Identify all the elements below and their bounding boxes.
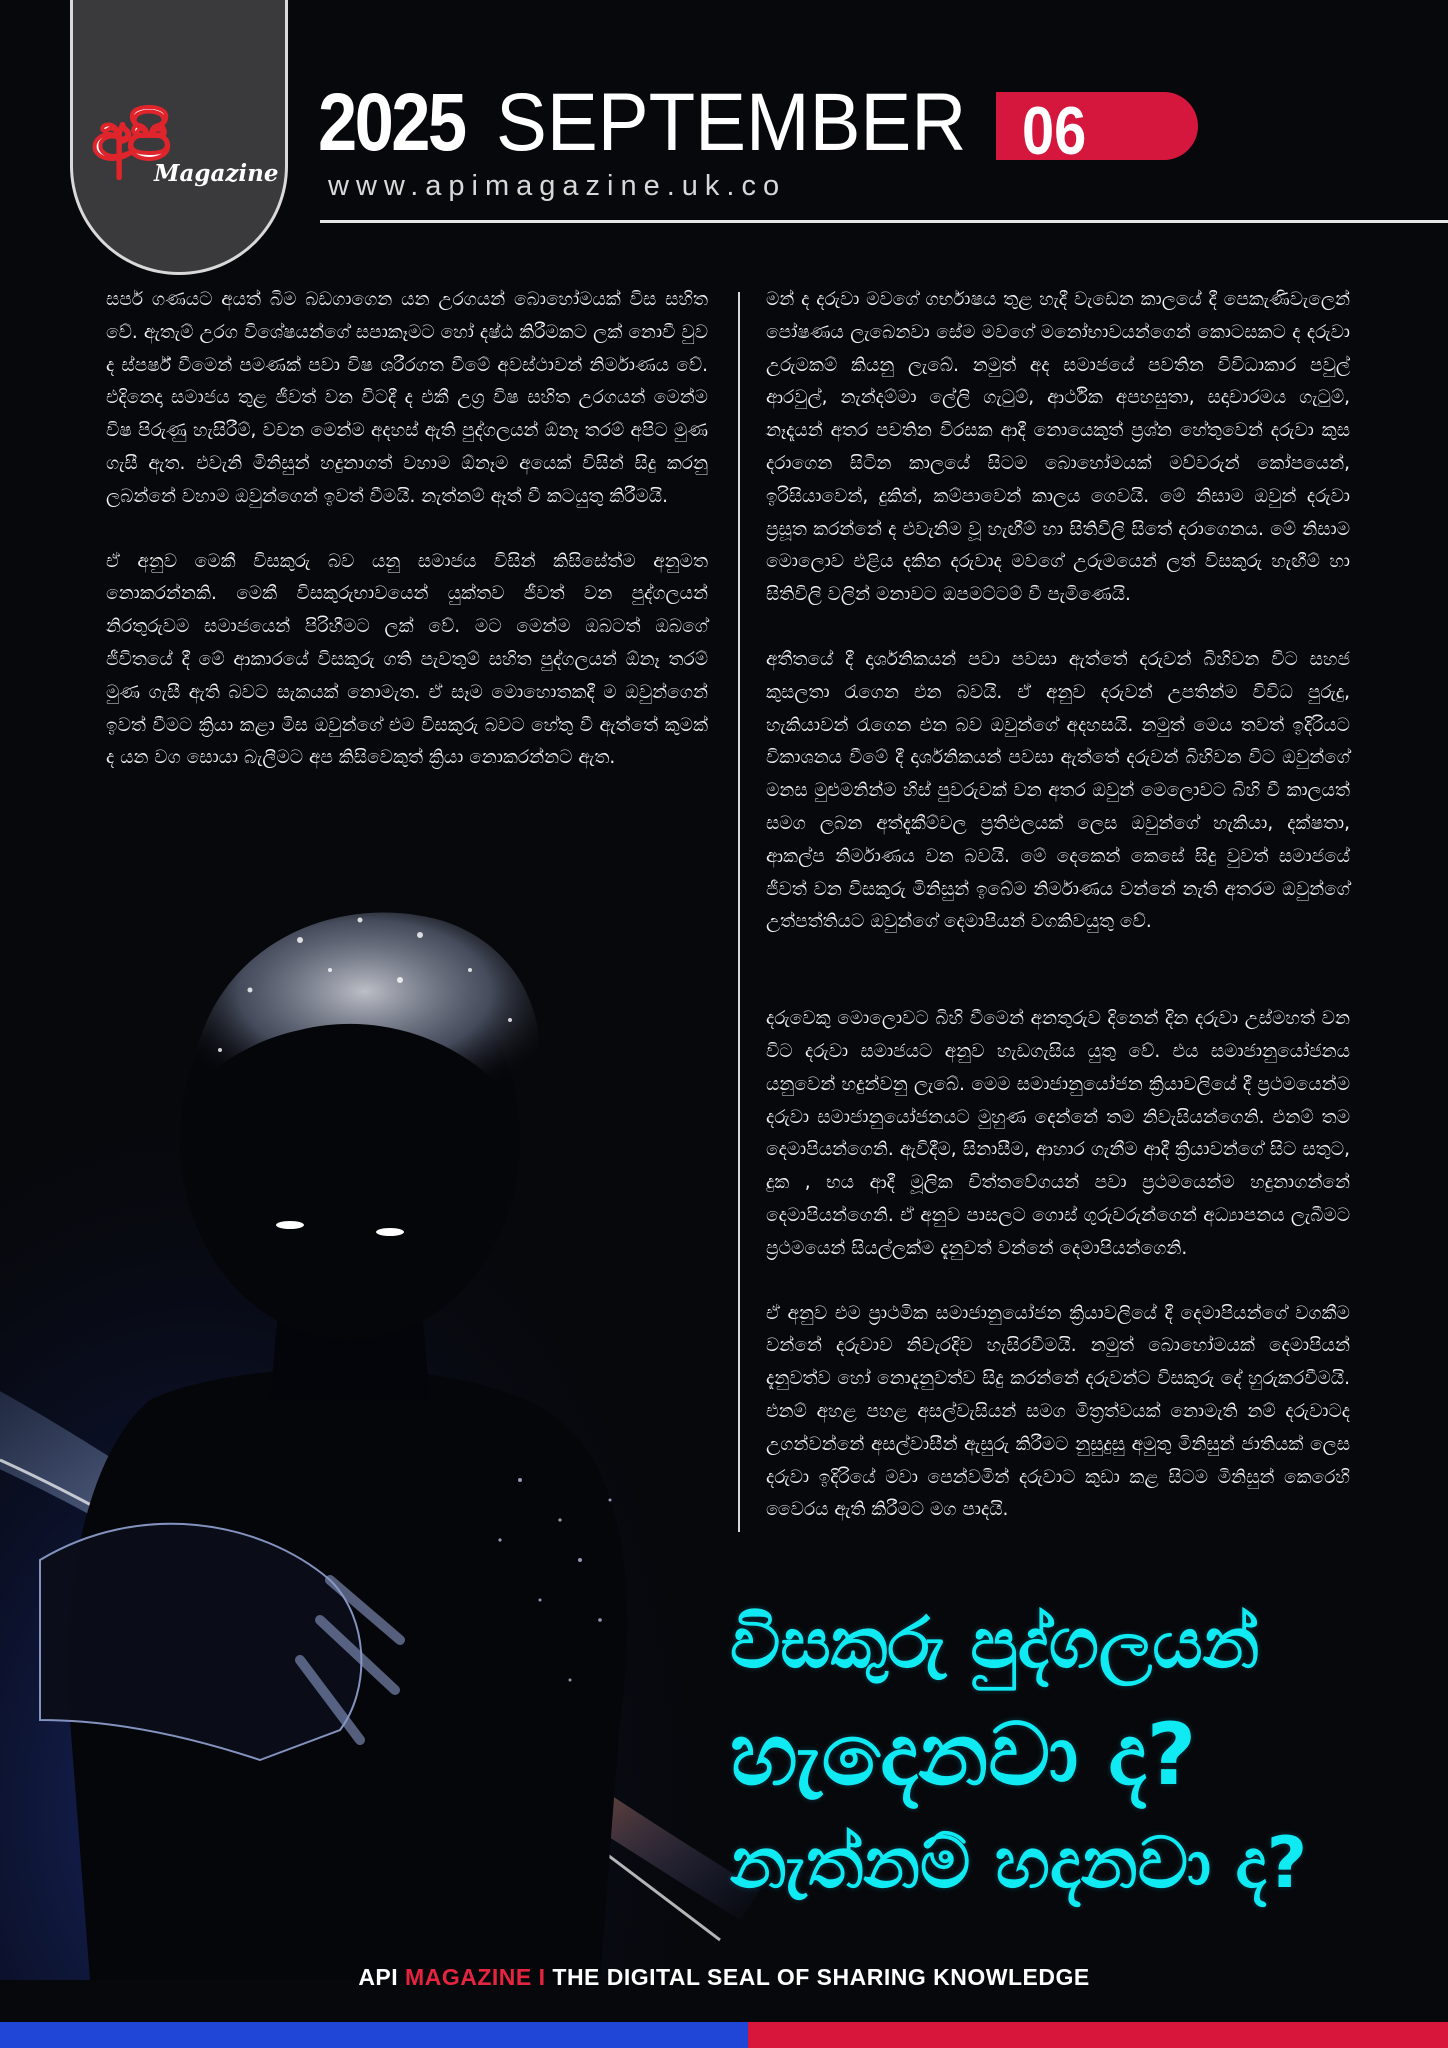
footer-slogan: THE DIGITAL SEAL OF SHARING KNOWLEDGE [545, 1964, 1090, 1990]
column-divider [738, 292, 740, 1532]
headline-line-2: හැදෙනවා ද? [730, 1705, 1197, 1805]
header-divider [320, 220, 1448, 223]
footer-brand-accent: MAGAZINE I [405, 1964, 546, 1990]
article-paragraph: සර්ප ගණයට අයත් බිම බඩගාගෙන යන උරගයන් බොහෝමයක් විස සහිත වේ. ඇතැම් උරග විශේෂයන්ගේ සපාකෑමට හෝ දෂ්ඨ කිරීමකට ලක් නොවී වුව ද ස්පර්ෂ් වීමෙන් පමණක් පවා විෂ ශරීරගත වීමේ අවස්ථාවන් නිර්මාණය වේ. එදිනෙදා සමාජය තුළ ජීවත් වන විටදී ද එකී උග්‍ර විෂ සහිත උරගයන් මෙන්ම විෂ පිරුණු හැසිරීම්, වචන මෙන්ම අදහස් ඇති පුද්ගලයන් ඕනෑ තරම් අපිට මුණ ගැසී ඇත. එවැනි මිනිසුන් හදුනාගත් වහාම ඕනෑම අයෙක් විසින් සිදු කරනු ලබන්නේ වහාම ඔවුන්ගෙන් ඉවත් වීමයි. නැත්නම් ඈත් වී කටයුතු කිරීමයි. [106, 289, 708, 507]
headline-line-3: නැත්නම් හදනවා ද? [730, 1822, 1308, 1904]
article-right-column [766, 284, 1350, 1527]
issue-month: SEPTEMBER [496, 77, 967, 168]
article-paragraph: මන් ද දරුවා මවගේ ගර්භාෂය තුළ හැදී වැඩෙන කාලයේ දී පෙකැණිවැලෙන් පෝෂණය ලැබෙනවා සේම මවගේ මනෝභාවයන්ගෙන් කොටසකට ද දරුවා උරුමකම් කියනු ලැබේ. නමුත් අද සමාජයේ පවතින විවිධාකාර පවුල් ආරවුල්, නැන්දම්මා ලේලි ගැටුම්, ආර්ථික අපහසුතා, සදාචාරමය ගැටුම්, නෑදෑයන් අතර පවතින විරසක ආදී නොයෙකුත් ප්‍රශ්න හේතුවෙන් දරුවා කුස දරාගෙන සිටින කාලයේ සිටම බොහෝමයක් මව්වරුන් කෝපයෙන්, ඉරිසියාවෙන්, දුකින්, කම්පාවෙන් කාලය ගෙවයි. මේ නිසාම ඔවුන් දරුවා ප්‍රසූත කරන්නේ ද එවැනිම වූ හැඟීම් හා සිතිවිලි සිතේ දරාගෙනය. මේ නිසාම මොලොව එළිය දකින දරුවාද මවගේ උරුමයෙන් ලත් විසකුරු හැඟීම් හා සිතිවිලි වලින් මනාවට ඔපමට්ටම් වී පැමිණෙයි. [766, 289, 1350, 606]
article-paragraph: අතීතයේ දී දාර්ශනිකයන් පවා පවසා ඇත්තේ දරුවන් බිහිවන විට සහජ කුසලතා රැගෙන එන බවයි. ඒ අනුව දරුවන් උපතින්ම විවිධ පුරුදු, හැකියාවන් රැගෙන එන බව ඔවුන්ගේ අදහසයි. නමුත් මෙය තවත් ඉදිරියට විකාශනය වීමේ දී දාර්ශනිකයන් පවසා ඇත්තේ දරුවන් බිහිවන විට ඔවුන්ගේ මනස මුළුමනින්ම හිස් පුවරුවක් වන අතර ඔවුන් මෙලොවට බිහි වී කාලයත් සමග ලබන අත්දැකීම්වල ප්‍රතිඵලයක් ලෙස ඔවුන්ගේ හැකියා, දක්ෂතා, ආකල්ප නිර්මාණය වන බවයි. මේ දෙකෙන් කෙසේ සිදු වුවත් සමාජයේ ජීවත් වන විසකුරු මිනිසුන් ඉබේම නිර්මාණය වන්නේ නැති අතරම ඔවුන්ගේ උත්පත්තියට ඔවුන්ගේ දෙමාපියන් වගකිවයුතු වේ. [766, 648, 1350, 933]
footer-tagline [0, 1964, 1448, 1991]
glowing-figure-illustration [0, 860, 800, 1980]
article-left-column [106, 284, 708, 775]
website-url[interactable]: www.apimagazine.uk.co [328, 170, 787, 202]
footer-bar-blue [0, 2022, 748, 2048]
footer-brand: API [358, 1964, 406, 1990]
article-paragraph: දරුවෙකු මොලොවට බිහි වීමෙන් අනතුරුව දිනෙන් දින දරුවා උස්මහත් වන විට දරුවා සමාජයට අනුව හැඩගැසිය යුතු වේ. එය සමාජානුයෝජනය යනුවෙන් හදුන්වනු ලැබේ. මෙම සමාජානුයෝජන ක්‍රියාවලියේ දී ප්‍රථමයෙන්ම දරුවා සමාජානුයෝජනයට මුහුණ දෙන්නේ තම නිවැසියන්ගෙනි. එනම් තම දෙමාපියන්ගෙනි. ඇවිදීම, සිනාසීම, ආහාර ගැනීම ආදී ක්‍රියාවන්ගේ සිට සතුට, දුක , භය ආදී මූලික චිත්තවේගයන් පවා ප්‍රථමයෙන්ම හදුනාගන්නේ දෙමාපියන්ගෙනි. ඒ අනුව පාසලට ගොස් ගුරුවරුන්ගෙන් අධ්‍යාපනය ලැබීමට ප්‍රථමයෙන් සියල්ලක්ම දැනුවත් වන්නේ දෙමාපියන්ගෙනි. [766, 1008, 1350, 1259]
logo-subtitle: Magazine [154, 160, 279, 187]
issue-year: 2025 [318, 77, 465, 168]
article-paragraph: ඒ අනුව එම ප්‍රාථමික සමාජානුයෝජන ක්‍රියාවලියේ දී දෙමාපියන්ගේ වගකීම වන්නේ දරුවාව නිවැරදිව හැසිරවීමයි. නමුත් බොහෝමයක් දෙමාපියන් දැනුවත්ව හෝ නොදැනුවත්ව සිදු කරන්නේ දරුවන්ට විසකුරු දේ හුරුකරවීමයි. එනම් අහළ පහළ අසල්වැසියන් සමග මිත්‍රත්වයක් නොමැති නම් දරුවාටද උගන්වන්නේ අසල්වාසීන් ඇසුරු කිරීමට නුසුදුසු අමුතු මිනිසුන් ජාතියක් ලෙස දරුවා ඉදිරියේ මවා පෙන්වමින් දරුවාට කුඩා කළ සිටම මිනිසුන් කෙරෙහි වෛරය ඇති කිරීමට මග පාදයි. [766, 1302, 1350, 1521]
headline-line-1: විසකුරු පුද්ගලයන් [730, 1602, 1260, 1684]
article-paragraph: ඒ අනුව මෙකී විසකුරු බව යනු සමාජය විසින් කිසිසේත්ම අනුමත නොකරන්නකි. මෙකී විසකුරුභාවයෙන් යුක්තව ජීවත් වන පුද්ගලයන් නිරතුරුවම සමාජයෙන් පිරිහීමට ලක් වේ. මට මෙන්ම ඔබටත් ඔබගේ ජීවිතයේ දී මේ ආකාරයේ විසකුරු ගති පැවතුම් සහිත පුද්ගලයන් ඕනෑ තරම් මුණ ගැසී ඇති බවට සැකයක් නොමැත. ඒ සෑම මොහොතකදී ම ඔවුන්ගෙන් ඉවත් වීමට ක්‍රියා කළා මිස ඔවුන්ගේ එම විසකුරු බවට හේතු වී ඇත්තේ කුමක් ද යන වග සොයා බැලීමට අප කිසිවෙකුත් ක්‍රියා නොකරන්නට ඇත. [106, 550, 708, 769]
issue-day: 06 [1022, 93, 1087, 169]
logo-glyph: අපි [92, 100, 167, 175]
footer-bar-red [748, 2022, 1448, 2048]
api-magazine-logo [92, 100, 292, 210]
